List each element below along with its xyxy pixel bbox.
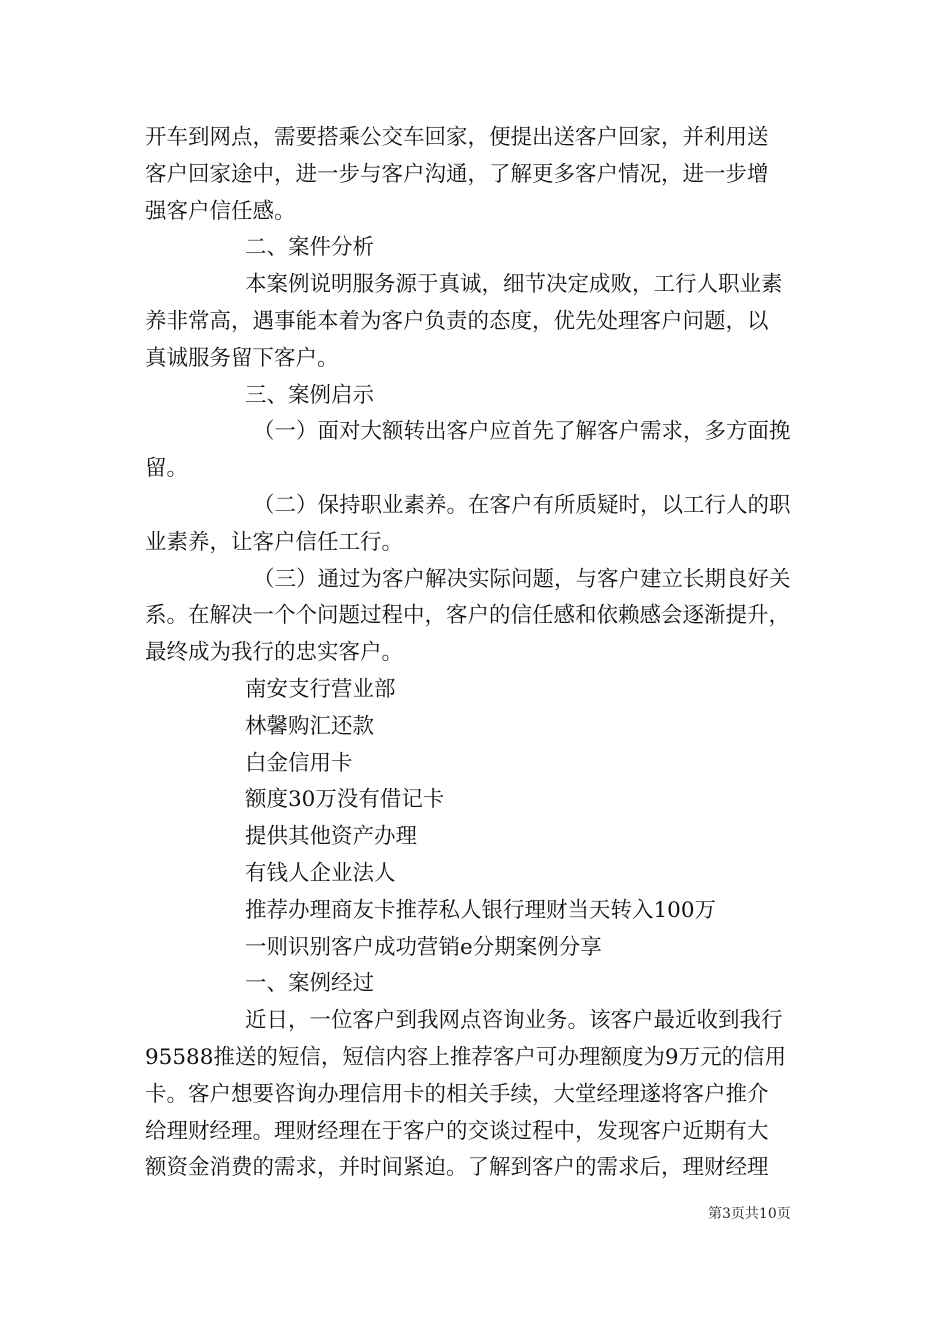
text-line: 一、案例经过 xyxy=(245,971,375,997)
text-line: 客户回家途中，进一步与客户沟通，了解更多客户情况，进一步增 xyxy=(145,161,769,187)
text-line: 最终成为我行的忠实客户。 xyxy=(145,640,404,666)
page-number-footer: 第3页共10页 xyxy=(708,1206,791,1222)
text-line: 开车到网点，需要搭乘公交车回家，便提出送客户回家，并利用送 xyxy=(145,125,769,150)
text-line: 业素养，让客户信任工行。 xyxy=(145,529,404,555)
text-line: 南安支行营业部 xyxy=(245,676,396,702)
text-line: 给理财经理。理财经理在于客户的交谈过程中，发现客户近期有大 xyxy=(145,1118,769,1144)
text-line: 林馨购汇还款 xyxy=(245,713,375,739)
text-line: 额度30万没有借记卡 xyxy=(245,787,445,813)
text-line: 留。 xyxy=(145,456,189,482)
text-line: 95588推送的短信，短信内容上推荐客户可办理额度为9万元的信用 xyxy=(145,1044,787,1070)
text-line: 近日，一位客户到我网点咨询业务。该客户最近收到我行 xyxy=(245,1008,783,1034)
text-line: （二）保持职业素养。在客户有所质疑时，以工行人的职 xyxy=(253,492,791,518)
text-line: 本案例说明服务源于真诚，细节决定成败，工行人职业素 xyxy=(245,272,783,298)
text-line: 三、案例启示 xyxy=(245,382,375,408)
document-body xyxy=(145,120,815,1187)
text-line: 额资金消费的需求，并时间紧迫。了解到客户的需求后，理财经理 xyxy=(145,1155,769,1181)
text-line: 二、案件分析 xyxy=(245,235,375,261)
text-line: 卡。客户想要咨询办理信用卡的相关手续，大堂经理遂将客户推介 xyxy=(145,1081,769,1107)
text-line: 提供其他资产办理 xyxy=(245,824,418,850)
text-line: 真诚服务留下客户。 xyxy=(145,345,339,371)
text-line: 养非常高，遇事能本着为客户负责的态度，优先处理客户问题，以 xyxy=(145,308,769,334)
text-line: 一则识别客户成功营销e分期案例分享 xyxy=(245,934,602,960)
text-line: 有钱人企业法人 xyxy=(245,860,396,886)
text-line: 强客户信任感。 xyxy=(145,198,296,224)
text-line: （三）通过为客户解决实际问题，与客户建立长期良好关 xyxy=(253,566,791,592)
text-line: 白金信用卡 xyxy=(245,750,353,776)
text-line: 系。在解决一个个问题过程中，客户的信任感和依赖感会逐渐提升， xyxy=(145,603,791,629)
text-line: （一）面对大额转出客户应首先了解客户需求，多方面挽 xyxy=(253,419,791,445)
text-line: 推荐办理商友卡推荐私人银行理财当天转入100万 xyxy=(245,897,717,923)
